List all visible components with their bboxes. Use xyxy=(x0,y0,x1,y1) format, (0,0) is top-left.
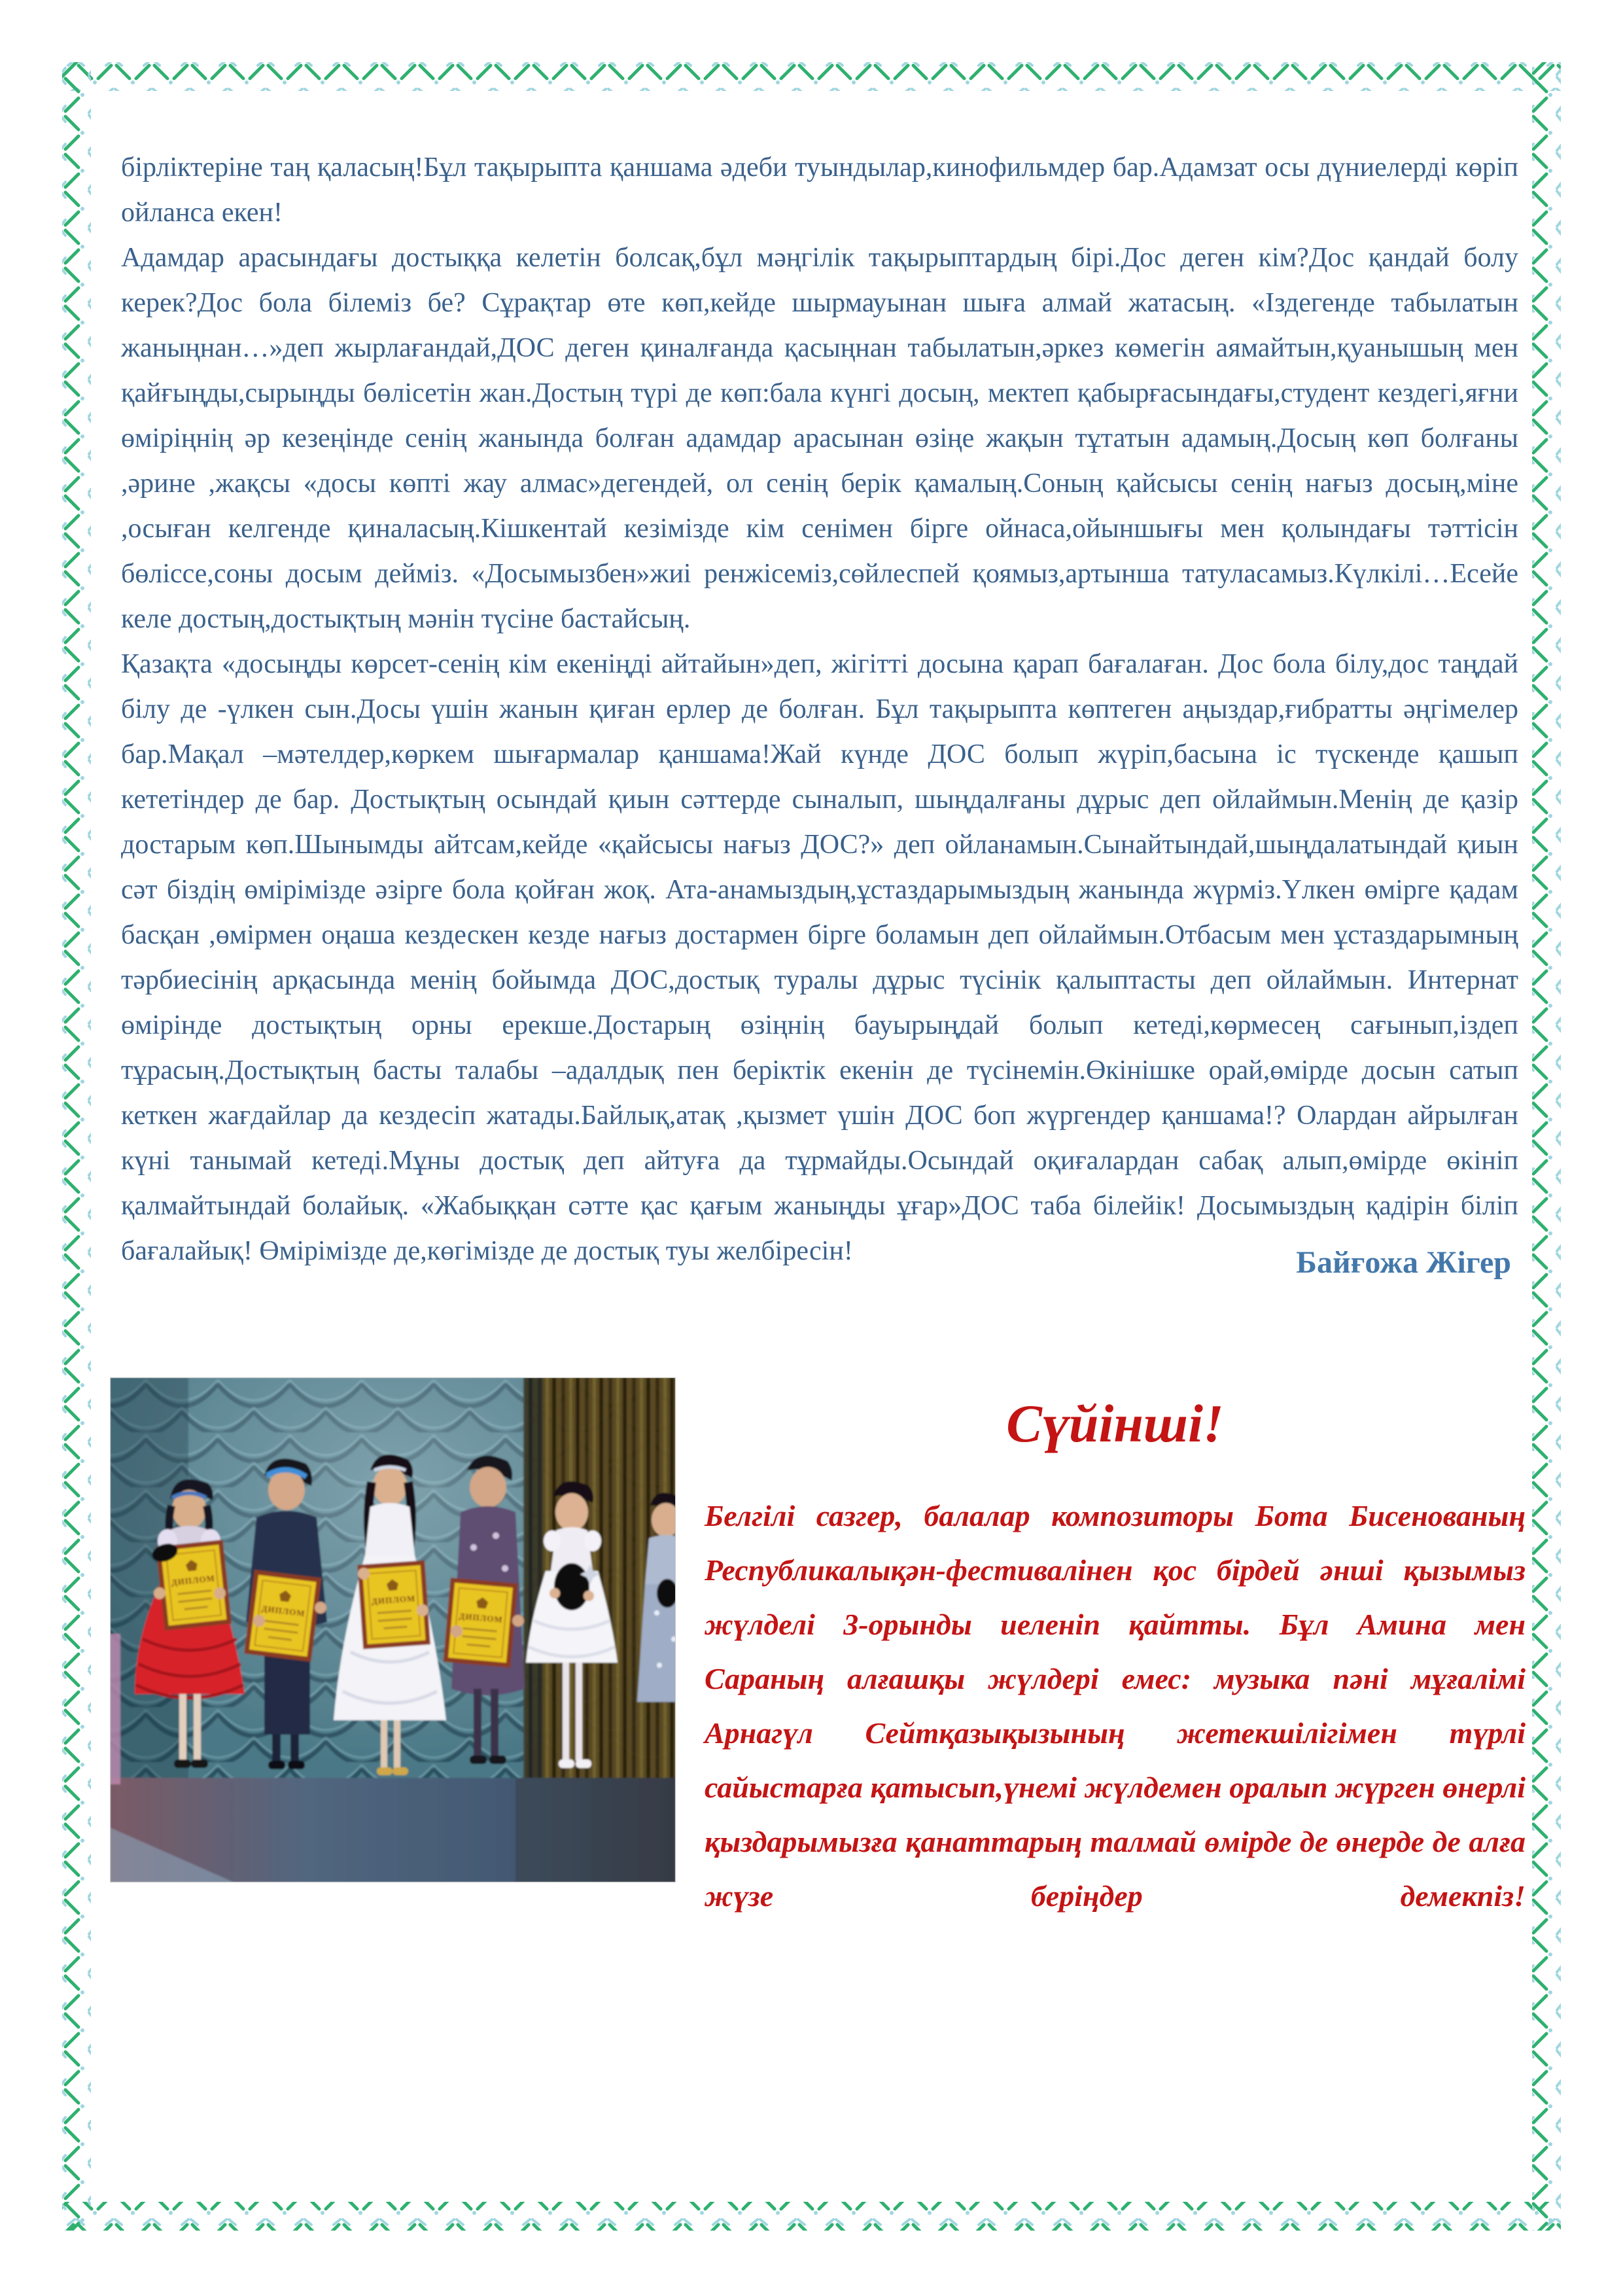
diploma xyxy=(445,1580,515,1665)
border-right xyxy=(1532,62,1561,2231)
article-paragraph: Қазақта «досыңды көрсет-сенің кім екеніңді айтайын»деп, жігітті досына қарап бағалаған. Дос бола білу,дос таңдай білу де -үлкен сын.Досы үшін жанын қиған ерлер де болған. Бұл тақырыпта көптеген аңыздар,ғибратты әңгімелер бар.Мақал –мәтелдер,көркем шығармалар қаншама!Жай күнде ДОС болып жүріп,басына іс түскенде қашып кететіндер де бар. Достықтың осындай қиын сәттерде сыналып, шыңдалғаны дұрыс деп ойлаймын.Менің де қазір достарым көп.Шынымды айтсам,кейде «қайсысы нағыз ДОС?» деп ойланамын.Сынайтындай,шыңдалатындай қиын сәт біздің өмірімізде әзірге бола қойған жоқ. Ата-анамыздың,ұстаздарымыздың жанында жүрміз.Үлкен өмірге қадам басқан ,өмірмен оңаша кездескен кезде нағыз достармен бірге боламын деп ойлаймын.Отбасым мен ұстаздарымның тәрбиесінің арқасында менің бойымда ДОС,достық туралы дұрыс түсінік қалыптасты деп ойлаймын. Интернат өмірінде достықтың орны ерекше.Достарың өзіңнің бауырыңдай болып кетеді,көрмесең сағынып,іздеп тұрасың.Достықтың басты талабы –адалдық пен беріктік екенін де түсінемін.Өкінішке орай,өмірде досын сатып кеткен жағдайлар да кездесіп жатады.Байлық,атақ ,қызмет үшін ДОС боп жүргендер қаншама!? Олардан айрылған күні танымай кетеді.Мұны достық деп айтуға да тұрмайды.Осындай оқиғалардан сабақ алып,өмірде өкініп қалмайтындай болайық. «Жабыққан сәтте қас қағым жаныңды ұғар»ДОС таба білейік! Досымыздың қадірін біліп бағалайық! Өмірімізде де,көгімізде де достық туы желбіресін! xyxy=(121,649,1518,1266)
border-top xyxy=(62,62,1561,91)
announcement-title: Сүйінші! xyxy=(1006,1394,1224,1453)
article-paragraph: бірліктеріне таң қаласың!Бұл тақырыпта қаншама әдеби туындылар,кинофильмдер бар.Адамзат осы дүниелерді көріп ойланса екен! xyxy=(121,152,1518,228)
border-left xyxy=(62,62,91,2231)
border-bottom xyxy=(62,2202,1561,2231)
edge-figure-pink xyxy=(110,1634,120,1784)
article-paragraph: Адамдар арасындағы достыққа келетін болсақ,бұл мәңгілік тақырыптардың бірі.Дос деген кім?Дос қандай болу керек?Дос бола білеміз бе? Сұрақтар өте көп,кейде шырмауынан шыға алмай жатасың. «Іздегенде табылатын жаныңнан…»деп жырлағандай,ДОС деген қиналғанда қасыңнан табылатын,әркез көмегін аямайтын,қуанышың мен қайғыңды,сырыңды бөлісетін жан.Достың түрі де көп:бала күнгі досың, мектеп қабырғасындағы,студент кездегі,яғни өміріңнің әр кезеңінде сенің жанында болған адамдар арасынан өзіңе жақын тұтатын адамың.Досың көп болғаны ,әрине ,жақсы «досы көпті жау алмас»дегендей, ол сенің берік қамалың.Соның қайсысы сенің нағыз досың,міне ,осыған келгенде қиналасың.Кішкентай кезімізде кім сенімен бірге ойнаса,ойыншығы мен қолындағы тәттісін бөліссе,соны досым дейміз. «Досымызбен»жиі ренжісеміз,сөйлеспей қоямыз,артынша татуласамыз.Күлкілі…Есейе келе достың,достықтың мәнін түсіне бастайсың. xyxy=(121,243,1518,634)
article-author: Байғожа Жігер xyxy=(1296,1245,1511,1280)
article-text xyxy=(121,145,1518,1274)
stage-floor xyxy=(110,1778,676,1882)
diploma xyxy=(360,1563,428,1646)
announcement-body: Белгілі сазгер, балалар композиторы Бота Бисенованың Республикалықән-фестивалінен қос бірдей әнші қызымыз жүлделі 3-орынды иеленіп қайтты. Бұл Амина мен Сараның алғашқы жүлдері емес: музыка пәні мұғалімі Арнагүл Сейтқазықызының жетекшілігімен түрлі сайыстарға қатысып,үнемі жүлдемен оралып жүрген өнерлі қыздарымызға қанаттарың талмай өмірде де өнерде де алға жүзе беріңдер демекпіз! xyxy=(705,1499,1526,1913)
stage-photo-image xyxy=(110,1377,676,1882)
stage-photo xyxy=(110,1377,676,1882)
announcement xyxy=(705,1377,1526,1923)
bottom-section xyxy=(110,1377,1526,1923)
